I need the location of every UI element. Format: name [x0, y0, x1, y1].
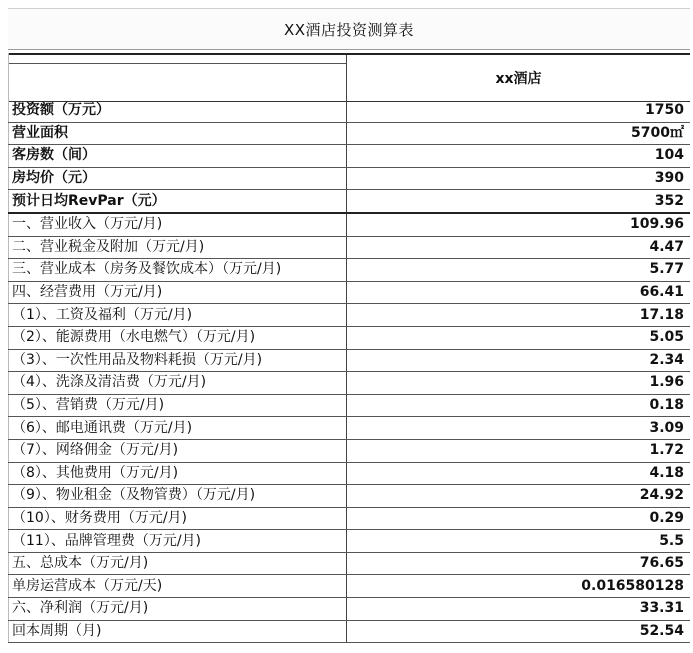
table-row [8, 167, 690, 190]
investment-table [8, 100, 690, 643]
row-value: 1.96 [346, 372, 690, 395]
table-row [8, 236, 690, 259]
table-row [8, 259, 690, 282]
table-row [8, 281, 690, 304]
table-row [8, 417, 690, 440]
table-row [8, 100, 690, 122]
row-value: 0.18 [346, 394, 690, 417]
row-label: （7）、网络佣金（万元/月) [8, 439, 346, 462]
row-value: 33.31 [346, 598, 690, 621]
table-row [8, 372, 690, 395]
row-label: 三、营业成本（房务及餐饮成本）（万元/月) [8, 259, 346, 282]
row-label: （6）、邮电通讯费（万元/月) [8, 417, 346, 440]
row-value: 66.41 [346, 281, 690, 304]
table-row [8, 620, 690, 643]
hotel-name-header: xx酒店 [495, 71, 542, 87]
row-value: 1750 [346, 100, 690, 122]
row-value: 109.96 [346, 213, 690, 236]
table-header [8, 53, 690, 102]
row-value: 5.77 [346, 259, 690, 282]
row-label: 回本周期（月) [8, 620, 346, 643]
table-row [8, 575, 690, 598]
row-value: 390 [346, 167, 690, 190]
table-row [8, 349, 690, 372]
row-value: 5700㎡ [346, 122, 690, 145]
row-label: （3）、一次性用品及物料耗损（万元/月) [8, 349, 346, 372]
row-value: 104 [346, 145, 690, 168]
row-value: 1.72 [346, 439, 690, 462]
row-value: 24.92 [346, 485, 690, 508]
row-value: 76.65 [346, 552, 690, 575]
row-label: （11）、品牌管理费（万元/月) [8, 530, 346, 553]
row-value: 5.5 [346, 530, 690, 553]
row-value: 2.34 [346, 349, 690, 372]
table-row [8, 145, 690, 168]
row-value: 0.29 [346, 507, 690, 530]
row-value: 52.54 [346, 620, 690, 643]
table-row [8, 394, 690, 417]
row-value: 4.47 [346, 236, 690, 259]
row-label: （5）、营销费（万元/月) [8, 394, 346, 417]
row-label: 投资额（万元） [8, 100, 346, 122]
row-label: 二、营业税金及附加（万元/月) [8, 236, 346, 259]
row-label: （2）、能源费用（水电燃气）（万元/月) [8, 326, 346, 349]
row-label: 预计日均RevPar（元） [8, 190, 346, 213]
table-row [8, 439, 690, 462]
table-row [8, 462, 690, 485]
row-label: 客房数（间） [8, 145, 346, 168]
table-row [8, 122, 690, 145]
row-label: 单房运营成本（万元/天) [8, 575, 346, 598]
row-label: （10）、财务费用（万元/月) [8, 507, 346, 530]
row-label: （4）、洗涤及清洁费（万元/月) [8, 372, 346, 395]
table-row [8, 485, 690, 508]
sheet-title: XX酒店投资测算表 [8, 8, 690, 50]
row-label: 六、净利润（万元/月) [8, 598, 346, 621]
table-row [8, 552, 690, 575]
row-label: 四、经营费用（万元/月) [8, 281, 346, 304]
table-row [8, 326, 690, 349]
table-row [8, 213, 690, 236]
table-row [8, 598, 690, 621]
row-value: 352 [346, 190, 690, 213]
row-label: 一、营业收入（万元/月) [8, 213, 346, 236]
table-row [8, 190, 690, 213]
table-row [8, 530, 690, 553]
row-label: （1）、工资及福利（万元/月) [8, 304, 346, 327]
row-label: 房均价（元） [8, 167, 346, 190]
row-label: （8）、其他费用（万元/月) [8, 462, 346, 485]
table-row [8, 304, 690, 327]
row-value: 5.05 [346, 326, 690, 349]
row-value: 3.09 [346, 417, 690, 440]
row-value: 4.18 [346, 462, 690, 485]
row-label: （9）、物业租金（及物管费）（万元/月) [8, 485, 346, 508]
row-label: 五、总成本（万元/月) [8, 552, 346, 575]
row-value: 0.016580128 [346, 575, 690, 598]
header-left-rule [8, 63, 346, 64]
table-row [8, 507, 690, 530]
row-value: 17.18 [346, 304, 690, 327]
row-label: 营业面积 [8, 122, 346, 145]
